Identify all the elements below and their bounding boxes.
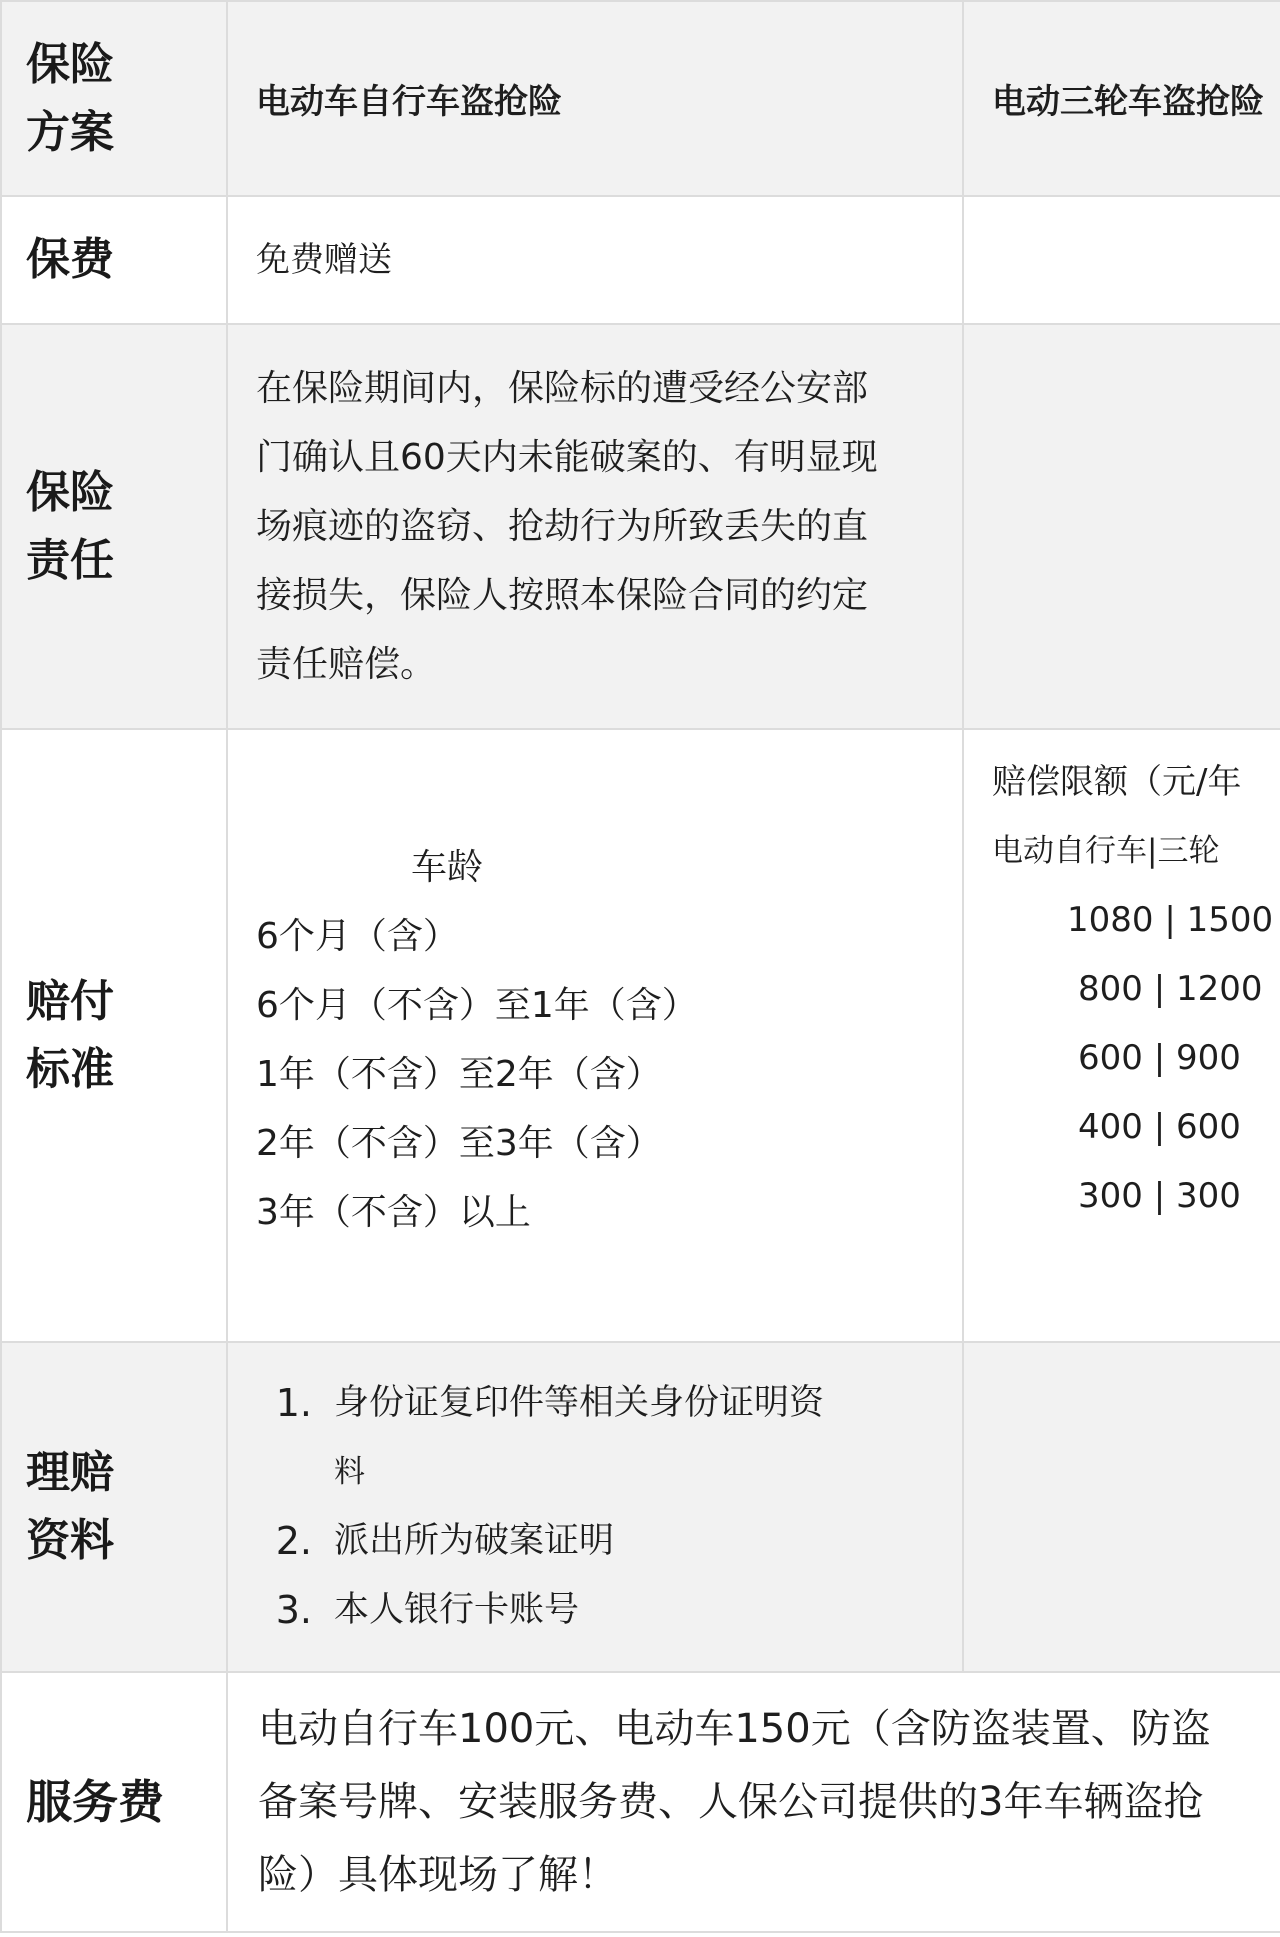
service-fee-line: 险）具体现场了解！ [258,1851,618,1898]
liability-line: 场痕迹的盗窃、抢劫行为所致丢失的直 [256,506,869,547]
liability-line: 门确认且60天内未能破案的、有明显现 [256,437,878,478]
claims-label [1,1342,227,1672]
vehicle-age-item: 2年（不含）至3年（含） [256,1122,662,1164]
claims-doc-number: 1. [275,1381,312,1425]
compensation-label [1,729,227,1342]
service-fee-label: 服务费 [1,1672,227,1932]
compensation-limits [963,729,1280,1342]
compensation-label-text: 赔付 标准 [26,975,114,1095]
limit-header: 赔偿限额（元/年 [992,762,1242,802]
limit-value: 400 | 600 [1078,1107,1241,1147]
claims-doc-number: 3. [275,1588,312,1632]
plan-label-text: 保险 方案 [26,38,114,158]
claims-doc-text: 本人银行卡账号 [334,1590,580,1630]
liability-col2 [963,324,1280,729]
claims-doc-text: 派出所为破案证明 [334,1521,615,1561]
limit-subheader: 电动自行车|三轮 [992,833,1220,869]
liability-line: 在保险期间内，保险标的遭受经公安部 [256,368,869,409]
header-col1 [227,1,963,196]
claims-label-text: 理赔 资料 [26,1447,114,1566]
liability-row [1,324,1280,729]
premium-row [1,196,1280,324]
vehicle-age-item: 3年（不含）以上 [256,1191,531,1233]
liability-line: 接损失，保险人按照本保险合同的约定 [256,575,869,616]
claims-docs-list [228,1369,962,1645]
claims-col2 [963,1342,1280,1672]
claims-row [1,1342,1280,1672]
service-fee-text [227,1672,1280,1932]
claims-doc-item [228,1507,962,1576]
vehicle-age-list [227,729,963,1342]
compensation-row [1,729,1280,1342]
claims-doc-line: 料 [334,1454,365,1490]
plan-label [1,1,227,196]
vehicle-age-item: 1年（不含）至2年（含） [256,1053,662,1095]
limit-value: 1080 | 1500 [1067,900,1274,940]
plan-ebike-title: 电动车自行车盗抢险 [256,82,562,122]
premium-label: 保费 [1,196,227,324]
premium-value: 免费赠送 [227,196,963,324]
limit-value: 800 | 1200 [1078,969,1263,1009]
vehicle-age-item: 6个月（不含）至1年（含） [256,984,698,1026]
claims-doc-number: 2. [275,1519,312,1563]
service-fee-line: 备案号牌、安装服务费、人保公司提供的3年车辆盗抢 [258,1778,1204,1825]
limit-value: 300 | 300 [1078,1176,1241,1216]
liability-label-text: 保险 责任 [26,466,114,586]
liability-text [227,324,963,729]
liability-label [1,324,227,729]
premium-col2 [963,196,1280,324]
claims-doc-text [334,1369,824,1507]
claims-list-cell [227,1342,963,1672]
vehicle-age-header: 车龄 [411,846,484,888]
service-fee-line: 电动自行车100元、电动车150元（含防盗装置、防盗 [258,1705,1211,1752]
plan-tricycle-title: 电动三轮车盗抢险 [992,82,1264,122]
claims-doc-item [228,1576,962,1645]
claims-doc-item [228,1369,962,1507]
limit-value: 600 | 900 [1078,1038,1241,1078]
liability-line: 责任赔偿。 [256,644,437,685]
header-row [1,1,1280,196]
vehicle-age-item: 6个月（含） [256,915,459,957]
service-fee-row [1,1672,1280,1932]
claims-doc-line: 身份证复印件等相关身份证明资 [334,1383,825,1423]
header-col2 [963,1,1280,196]
